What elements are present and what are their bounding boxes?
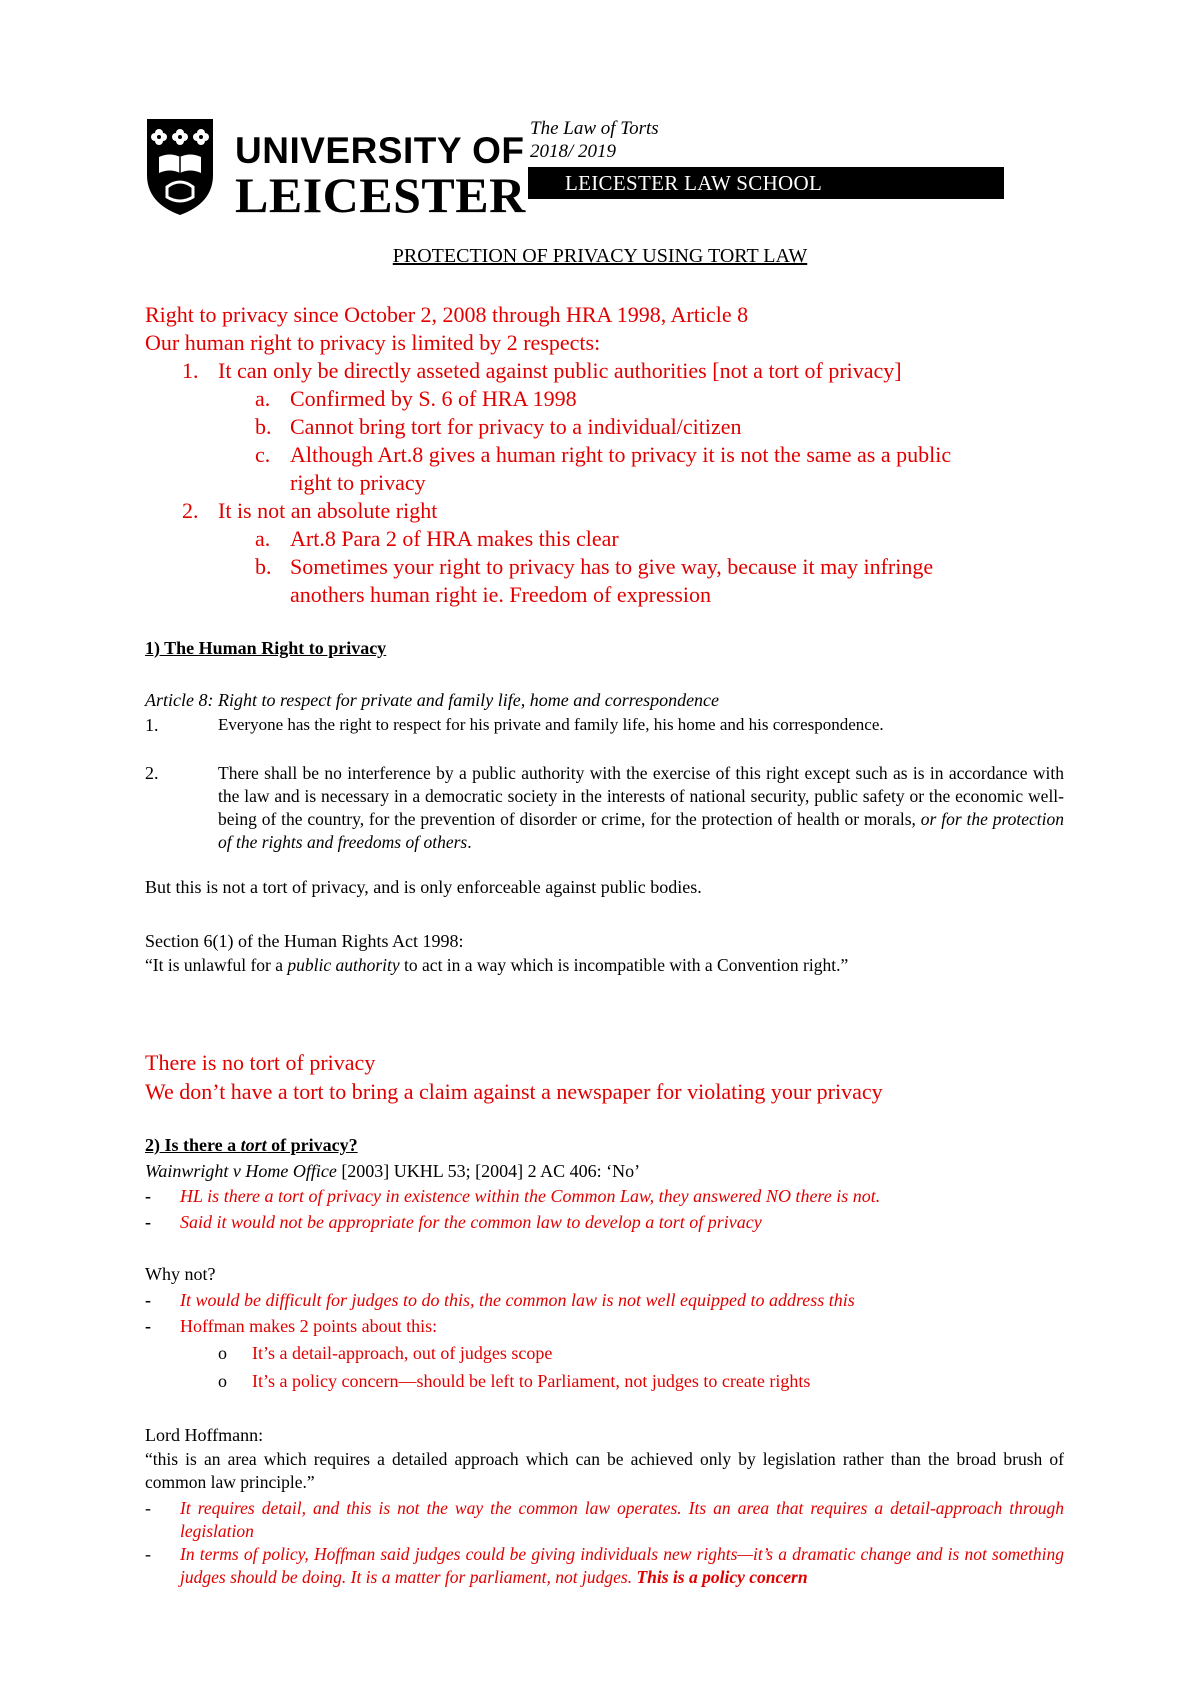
wainwright-bullet-1: HL is there a tort of privacy in existence within the Common Law, they answered NO there is not. — [180, 1186, 881, 1206]
sub-bullet-o: o — [218, 1371, 227, 1391]
intro-item-1b: Cannot bring tort for privacy to a individual/citizen — [290, 414, 742, 439]
course-info — [530, 117, 659, 163]
intro-item-2b-cont: anothers human right ie. Freedom of expression — [290, 582, 711, 607]
intro-item-1-num: 1. — [182, 358, 199, 383]
bullet-dash: - — [145, 1212, 151, 1232]
section-2-heading-italic: tort — [240, 1135, 267, 1155]
section-6-quote-italic: public authority — [287, 955, 400, 975]
university-logo — [145, 117, 526, 223]
article-para-2 — [218, 762, 1064, 854]
hoffmann-dash-2-text: In terms of policy, Hoffman said judges could be giving individuals new rights—it’s a dramatic change and is not something judges should be doing. It is a matter for parliament, not judges. — [180, 1544, 1064, 1587]
intro-item-1b-num: b. — [255, 414, 272, 439]
bullet-dash: - — [145, 1316, 151, 1336]
logo-text-leicester: LEICESTER — [235, 167, 526, 223]
bullet-dash: - — [145, 1290, 151, 1310]
article-para-1-num: 1. — [145, 715, 159, 735]
why-bullet-2: Hoffman makes 2 points about this: — [180, 1316, 438, 1336]
hoffman-point-2: It’s a policy concern—should be left to Parliament, not judges to create rights — [252, 1371, 811, 1391]
intro-item-1: It can only be directly asseted against public authorities [not a tort of privacy] — [218, 358, 902, 383]
lord-hoffmann-label: Lord Hoffmann: — [145, 1425, 264, 1445]
section-6-quote-end: to act in a way which is incompatible with a Convention right.” — [399, 955, 849, 975]
section-6-quote-start: “It is unlawful for a — [145, 955, 288, 975]
article-para-2-num: 2. — [145, 763, 159, 783]
course-title: The Law of Torts — [530, 118, 659, 139]
section-6-quote — [145, 954, 848, 976]
document-title: PROTECTION OF PRIVACY USING TORT LAW — [392, 245, 808, 267]
intro-item-2a-num: a. — [255, 526, 271, 551]
intro-item-2a: Art.8 Para 2 of HRA makes this clear — [290, 526, 619, 551]
why-not-label: Why not? — [145, 1264, 216, 1284]
not-tort-note: But this is not a tort of privacy, and is only enforceable against public bodies. — [145, 877, 702, 897]
no-tort-line-2: We don’t have a tort to bring a claim against a newspaper for violating your privacy — [145, 1079, 883, 1104]
intro-item-2b: Sometimes your right to privacy has to give way, because it may infringe — [290, 554, 934, 579]
intro-item-2b-num: b. — [255, 554, 272, 579]
intro-item-2: It is not an absolute right — [218, 498, 438, 523]
course-year: 2018/ 2019 — [530, 141, 617, 162]
hoffmann-dash-1: It requires detail, and this is not the way the common law operates. Its an area that requires a detail-approach through legislation — [180, 1498, 1064, 1541]
section-2-heading-end: of privacy? — [266, 1135, 358, 1155]
university-crest-icon — [145, 117, 215, 217]
hoffmann-dash-2 — [180, 1543, 1064, 1589]
article-8-title: Article 8: Right to respect for private and family life, home and correspondence — [145, 690, 720, 710]
policy-concern-bold: This is a policy concern — [636, 1567, 808, 1587]
intro-item-1a-num: a. — [255, 386, 271, 411]
section-2-heading-start: 2) Is there a — [145, 1135, 241, 1155]
wainwright-case — [145, 1160, 640, 1182]
intro-line-1: Right to privacy since October 2, 2008 through HRA 1998, Article 8 — [145, 302, 749, 327]
hoffman-point-1: It’s a detail-approach, out of judges scope — [252, 1343, 553, 1363]
intro-item-2-num: 2. — [182, 498, 199, 523]
why-bullet-1: It would be difficult for judges to do this, the common law is not well equipped to address this — [180, 1290, 855, 1310]
article-para-2-end: . — [467, 832, 472, 852]
wainwright-case-name: Wainwright v Home Office — [145, 1161, 337, 1181]
section-2-heading — [145, 1135, 358, 1156]
article-para-2-italic: or for the protection of the rights and freedoms of others — [218, 809, 1064, 852]
intro-line-2: Our human right to privacy is limited by 2 respects: — [145, 330, 601, 355]
lord-hoffmann-quote: “this is an area which requires a detailed approach which can be achieved only by legislation rather than the broad brush of common law principle.” — [145, 1449, 1064, 1492]
bullet-dash: - — [145, 1186, 151, 1206]
logo-text-university-of: UNIVERSITY OF — [235, 130, 525, 171]
intro-item-1c: Although Art.8 gives a human right to privacy it is not the same as a public — [290, 442, 952, 467]
no-tort-line-1: There is no tort of privacy — [145, 1050, 376, 1075]
intro-item-1c-cont: right to privacy — [290, 470, 426, 495]
article-para-2-text: There shall be no interference by a public authority with the exercise of this right except such as is in accordance with the law and is necessary in a democratic society in the interests of national security, public safety or the economic well-being of the country, for the prevention of disorder or crime, for the protection of health or morals, — [218, 763, 1064, 829]
dash-bullet: - — [145, 1544, 151, 1564]
sub-bullet-o: o — [218, 1343, 227, 1363]
section-1-heading: 1) The Human Right to privacy — [145, 638, 387, 658]
section-6-ref: Section 6(1) of the Human Rights Act 1998: — [145, 931, 464, 951]
dash-bullet: - — [145, 1498, 151, 1518]
wainwright-case-citation: [2003] UKHL 53; [2004] 2 AC 406: ‘No’ — [336, 1161, 641, 1181]
school-name: LEICESTER LAW SCHOOL — [565, 171, 823, 195]
wainwright-bullet-2: Said it would not be appropriate for the common law to develop a tort of privacy — [180, 1212, 762, 1232]
intro-item-1c-num: c. — [255, 442, 271, 467]
intro-item-1a: Confirmed by S. 6 of HRA 1998 — [290, 386, 577, 411]
article-para-1: Everyone has the right to respect for his private and family life, his home and his correspondence. — [218, 715, 884, 734]
